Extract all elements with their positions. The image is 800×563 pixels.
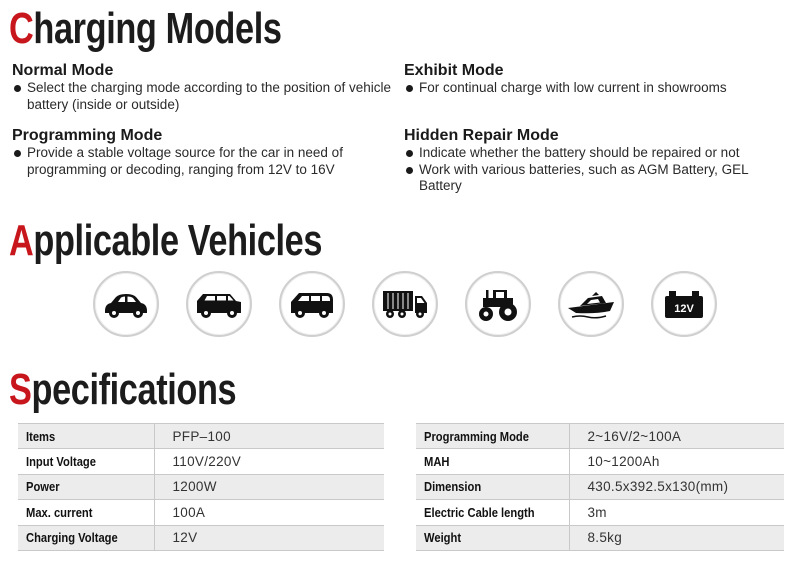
spec-key: MAH — [416, 449, 569, 474]
exhibit-mode-block — [404, 61, 794, 97]
mode-title: Normal Mode — [12, 62, 114, 79]
heading-initial: S — [9, 365, 32, 414]
spec-key: Max. current — [18, 500, 154, 525]
heading-rest: pplicable Vehicles — [33, 216, 323, 265]
bullet-item: Indicate whether the battery should be repaired or not — [404, 145, 794, 162]
spec-value: 3m — [569, 500, 784, 525]
mode-bullets — [12, 80, 392, 113]
battery-12v-icon — [651, 271, 717, 337]
table-row — [18, 525, 384, 550]
minivan-icon — [279, 271, 345, 337]
tractor-icon — [465, 271, 531, 337]
table-row — [18, 500, 384, 525]
heading-rest: pecifications — [31, 365, 237, 414]
normal-mode-block — [12, 61, 392, 113]
spec-key: Items — [18, 424, 154, 449]
programming-mode-block — [12, 126, 390, 178]
spec-value: 100A — [154, 500, 384, 525]
table-row — [416, 474, 784, 499]
charging-models-heading — [9, 4, 282, 54]
mode-title: Hidden Repair Mode — [404, 127, 559, 144]
heading-initial: C — [9, 4, 34, 53]
spec-key: Charging Voltage — [18, 525, 154, 550]
table-row — [18, 424, 384, 449]
spec-value: 12V — [154, 525, 384, 550]
table-row — [416, 500, 784, 525]
spec-value: 110V/220V — [154, 449, 384, 474]
table-row — [416, 424, 784, 449]
spec-key: Dimension — [416, 474, 569, 499]
vehicle-icons-row — [93, 271, 717, 337]
spec-value: 1200W — [154, 474, 384, 499]
spec-key: Power — [18, 474, 154, 499]
suv-icon — [186, 271, 252, 337]
mode-bullets — [404, 80, 794, 97]
spec-value: 8.5kg — [569, 525, 784, 550]
table-row — [416, 449, 784, 474]
heading-rest: harging Models — [33, 4, 282, 53]
bullet-item: Work with various batteries, such as AGM Battery, GEL Battery — [404, 162, 794, 195]
spec-value: PFP–100 — [154, 424, 384, 449]
compact-car-icon — [93, 271, 159, 337]
spec-key: Input Voltage — [18, 449, 154, 474]
spec-key: Weight — [416, 525, 569, 550]
battery-label: 12V — [674, 303, 694, 315]
table-row — [18, 449, 384, 474]
truck-icon — [372, 271, 438, 337]
table-row — [18, 474, 384, 499]
applicable-vehicles-heading — [9, 216, 322, 266]
spec-key: Electric Cable length — [416, 500, 569, 525]
bullet-item: Provide a stable voltage source for the car in need of programming or decoding, ranging from 12V to 16V — [12, 145, 390, 178]
specifications-heading — [9, 365, 236, 415]
spec-key: Programming Mode — [416, 424, 569, 449]
table-row — [416, 525, 784, 550]
mode-title: Programming Mode — [12, 127, 163, 144]
heading-initial: A — [9, 216, 34, 265]
mode-title: Exhibit Mode — [404, 62, 504, 79]
spec-value: 430.5x392.5x130(mm) — [569, 474, 784, 499]
bullet-item: Select the charging mode according to the position of vehicle battery (inside or outside) — [12, 80, 392, 113]
mode-bullets — [404, 145, 794, 195]
yacht-icon — [558, 271, 624, 337]
bullet-item: For continual charge with low current in showrooms — [404, 80, 794, 97]
spec-table-left — [18, 423, 384, 551]
spec-value: 10~1200Ah — [569, 449, 784, 474]
spec-table-right — [416, 423, 784, 551]
hidden-repair-mode-block — [404, 126, 794, 195]
mode-bullets — [12, 145, 390, 178]
spec-value: 2~16V/2~100A — [569, 424, 784, 449]
